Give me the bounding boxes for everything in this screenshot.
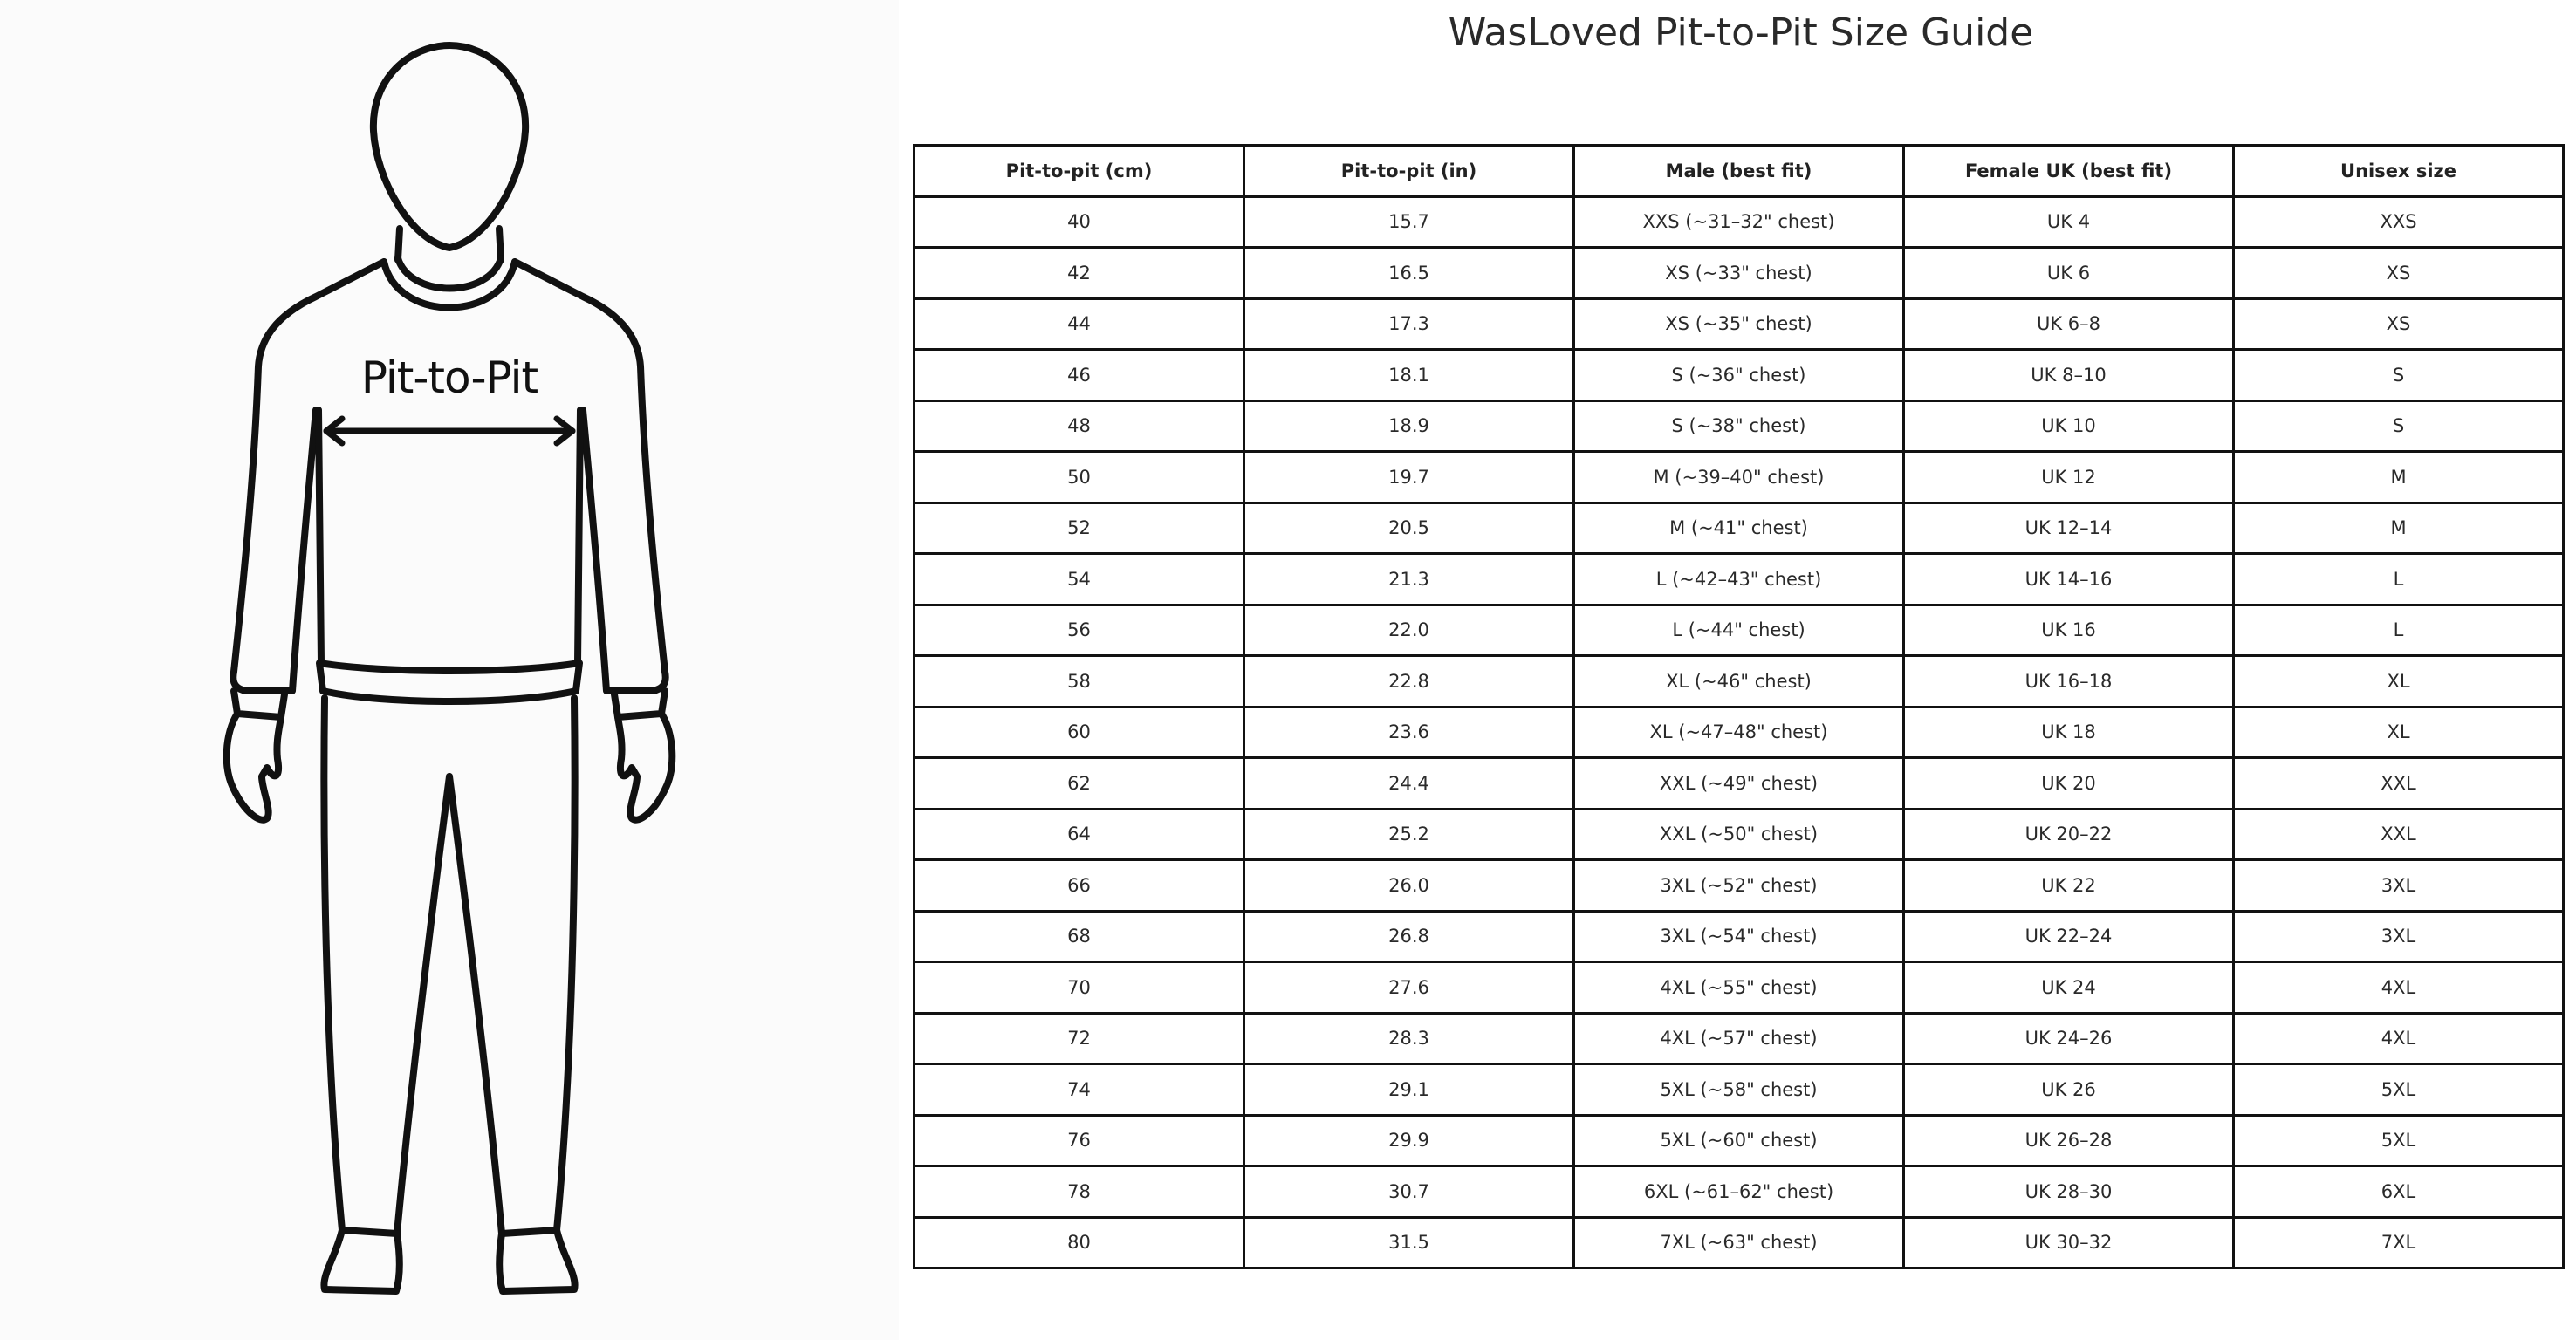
torso-right-side [578, 410, 580, 663]
right-cuff-outline [614, 691, 665, 717]
cell-pit-in: 22.8 [1244, 656, 1574, 708]
torso-left-side [319, 410, 321, 663]
right-sleeve-outline [515, 262, 666, 691]
left-leg-outline [324, 698, 449, 1234]
cell-pit-in: 18.9 [1244, 400, 1574, 452]
cell-female-uk: UK 4 [1904, 196, 2234, 248]
cell-unisex: S [2234, 350, 2564, 401]
cell-pit-in: 26.8 [1244, 911, 1574, 962]
cell-male: S (~36" chest) [1574, 350, 1904, 401]
cell-pit-cm: 52 [915, 502, 1244, 554]
measurement-figure-panel [0, 0, 899, 1340]
cell-unisex: XS [2234, 298, 2564, 350]
cell-male: L (~42–43" chest) [1574, 554, 1904, 605]
left-foot-outline [324, 1230, 399, 1291]
table-row [915, 1217, 2564, 1268]
pit-to-pit-label: Pit-to-Pit [360, 352, 538, 403]
table-row [915, 248, 2564, 299]
cell-pit-in: 29.9 [1244, 1115, 1574, 1166]
cell-unisex: 6XL [2234, 1166, 2564, 1218]
cell-female-uk: UK 8–10 [1904, 350, 2234, 401]
cell-pit-cm: 68 [915, 911, 1244, 962]
cell-pit-cm: 56 [915, 605, 1244, 656]
cell-female-uk: UK 24 [1904, 962, 2234, 1014]
cell-pit-cm: 70 [915, 962, 1244, 1014]
cell-female-uk: UK 28–30 [1904, 1166, 2234, 1218]
table-row [915, 758, 2564, 810]
cell-pit-cm: 66 [915, 860, 1244, 912]
table-row [915, 452, 2564, 503]
header-pit-cm: Pit-to-pit (cm) [915, 146, 1244, 197]
cell-pit-in: 31.5 [1244, 1217, 1574, 1268]
cell-pit-in: 15.7 [1244, 196, 1574, 248]
right-leg-outline [449, 698, 575, 1234]
cell-female-uk: UK 12 [1904, 452, 2234, 503]
cell-male: L (~44" chest) [1574, 605, 1904, 656]
cell-pit-cm: 54 [915, 554, 1244, 605]
cell-male: XS (~35" chest) [1574, 298, 1904, 350]
cell-male: XL (~46" chest) [1574, 656, 1904, 708]
cell-pit-in: 28.3 [1244, 1013, 1574, 1064]
cell-pit-cm: 42 [915, 248, 1244, 299]
table-row [915, 1064, 2564, 1116]
cell-pit-in: 19.7 [1244, 452, 1574, 503]
table-row [915, 502, 2564, 554]
cell-male: 7XL (~63" chest) [1574, 1217, 1904, 1268]
header-pit-in: Pit-to-pit (in) [1244, 146, 1574, 197]
cell-pit-cm: 64 [915, 809, 1244, 860]
cell-female-uk: UK 16–18 [1904, 656, 2234, 708]
cell-unisex: 5XL [2234, 1064, 2564, 1116]
size-guide-table [913, 144, 2565, 1269]
cell-male: 6XL (~61–62" chest) [1574, 1166, 1904, 1218]
cell-unisex: 3XL [2234, 860, 2564, 912]
cell-unisex: 3XL [2234, 911, 2564, 962]
table-row [915, 1166, 2564, 1218]
table-row [915, 1013, 2564, 1064]
cell-unisex: L [2234, 605, 2564, 656]
cell-female-uk: UK 18 [1904, 707, 2234, 758]
cell-pit-cm: 60 [915, 707, 1244, 758]
cell-pit-in: 24.4 [1244, 758, 1574, 810]
table-row [915, 350, 2564, 401]
cell-pit-cm: 80 [915, 1217, 1244, 1268]
cell-unisex: XL [2234, 707, 2564, 758]
cell-pit-in: 17.3 [1244, 298, 1574, 350]
table-header-row [915, 146, 2564, 197]
cell-female-uk: UK 26–28 [1904, 1115, 2234, 1166]
cell-unisex: 4XL [2234, 1013, 2564, 1064]
left-hand-outline [227, 714, 281, 820]
cell-male: 4XL (~55" chest) [1574, 962, 1904, 1014]
cell-unisex: M [2234, 452, 2564, 503]
cell-unisex: XXL [2234, 809, 2564, 860]
right-foot-outline [499, 1230, 574, 1291]
cell-pit-cm: 78 [915, 1166, 1244, 1218]
cell-pit-in: 16.5 [1244, 248, 1574, 299]
pit-to-pit-arrow [326, 419, 572, 443]
cell-pit-in: 26.0 [1244, 860, 1574, 912]
right-hand-outline [618, 714, 672, 820]
cell-unisex: L [2234, 554, 2564, 605]
cell-female-uk: UK 12–14 [1904, 502, 2234, 554]
cell-female-uk: UK 6–8 [1904, 298, 2234, 350]
cell-pit-cm: 58 [915, 656, 1244, 708]
table-row [915, 962, 2564, 1014]
cell-pit-in: 21.3 [1244, 554, 1574, 605]
cell-male: XXL (~50" chest) [1574, 809, 1904, 860]
cell-pit-cm: 48 [915, 400, 1244, 452]
cell-pit-in: 20.5 [1244, 502, 1574, 554]
cell-male: 5XL (~60" chest) [1574, 1115, 1904, 1166]
cell-pit-cm: 62 [915, 758, 1244, 810]
cell-female-uk: UK 22–24 [1904, 911, 2234, 962]
cell-pit-cm: 76 [915, 1115, 1244, 1166]
waistband-outline [319, 663, 579, 701]
cell-male: S (~38" chest) [1574, 400, 1904, 452]
cell-unisex: 7XL [2234, 1217, 2564, 1268]
cell-pit-cm: 72 [915, 1013, 1244, 1064]
page-title: WasLoved Pit-to-Pit Size Guide [1448, 10, 2034, 55]
table-row [915, 605, 2564, 656]
cell-pit-in: 30.7 [1244, 1166, 1574, 1218]
left-sleeve-outline [233, 262, 384, 691]
cell-female-uk: UK 26 [1904, 1064, 2234, 1116]
cell-pit-cm: 46 [915, 350, 1244, 401]
table-row [915, 809, 2564, 860]
cell-unisex: XL [2234, 656, 2564, 708]
cell-female-uk: UK 22 [1904, 860, 2234, 912]
cell-male: XXL (~49" chest) [1574, 758, 1904, 810]
cell-female-uk: UK 16 [1904, 605, 2234, 656]
cell-male: XS (~33" chest) [1574, 248, 1904, 299]
cell-female-uk: UK 20 [1904, 758, 2234, 810]
table-row [915, 707, 2564, 758]
cell-pit-cm: 40 [915, 196, 1244, 248]
cell-pit-in: 18.1 [1244, 350, 1574, 401]
cell-male: XL (~47–48" chest) [1574, 707, 1904, 758]
cell-male: M (~41" chest) [1574, 502, 1904, 554]
collar-inner-outline [398, 258, 501, 289]
person-outline-illustration [0, 0, 899, 1340]
left-cuff-outline [234, 691, 284, 717]
cell-male: 3XL (~54" chest) [1574, 911, 1904, 962]
cell-unisex: S [2234, 400, 2564, 452]
cell-female-uk: UK 20–22 [1904, 809, 2234, 860]
header-unisex: Unisex size [2234, 146, 2564, 197]
cell-female-uk: UK 24–26 [1904, 1013, 2234, 1064]
cell-unisex: XS [2234, 248, 2564, 299]
table-row [915, 400, 2564, 452]
cell-unisex: 5XL [2234, 1115, 2564, 1166]
cell-pit-in: 27.6 [1244, 962, 1574, 1014]
cell-unisex: XXS [2234, 196, 2564, 248]
cell-male: XXS (~31–32" chest) [1574, 196, 1904, 248]
table-body [915, 196, 2564, 1268]
cell-male: 5XL (~58" chest) [1574, 1064, 1904, 1116]
cell-male: M (~39–40" chest) [1574, 452, 1904, 503]
cell-pit-cm: 44 [915, 298, 1244, 350]
cell-female-uk: UK 30–32 [1904, 1217, 2234, 1268]
table-row [915, 911, 2564, 962]
cell-unisex: 4XL [2234, 962, 2564, 1014]
table-row [915, 656, 2564, 708]
cell-pit-in: 23.6 [1244, 707, 1574, 758]
cell-pit-in: 29.1 [1244, 1064, 1574, 1116]
cell-female-uk: UK 10 [1904, 400, 2234, 452]
cell-male: 3XL (~52" chest) [1574, 860, 1904, 912]
cell-pit-cm: 50 [915, 452, 1244, 503]
head-outline [373, 45, 525, 248]
table-row [915, 298, 2564, 350]
cell-pit-cm: 74 [915, 1064, 1244, 1116]
cell-female-uk: UK 14–16 [1904, 554, 2234, 605]
table-row [915, 196, 2564, 248]
table-row [915, 554, 2564, 605]
cell-pit-in: 22.0 [1244, 605, 1574, 656]
cell-pit-in: 25.2 [1244, 809, 1574, 860]
cell-male: 4XL (~57" chest) [1574, 1013, 1904, 1064]
cell-unisex: M [2234, 502, 2564, 554]
header-female-uk: Female UK (best fit) [1904, 146, 2234, 197]
table-row [915, 860, 2564, 912]
table-row [915, 1115, 2564, 1166]
cell-unisex: XXL [2234, 758, 2564, 810]
cell-female-uk: UK 6 [1904, 248, 2234, 299]
header-male: Male (best fit) [1574, 146, 1904, 197]
